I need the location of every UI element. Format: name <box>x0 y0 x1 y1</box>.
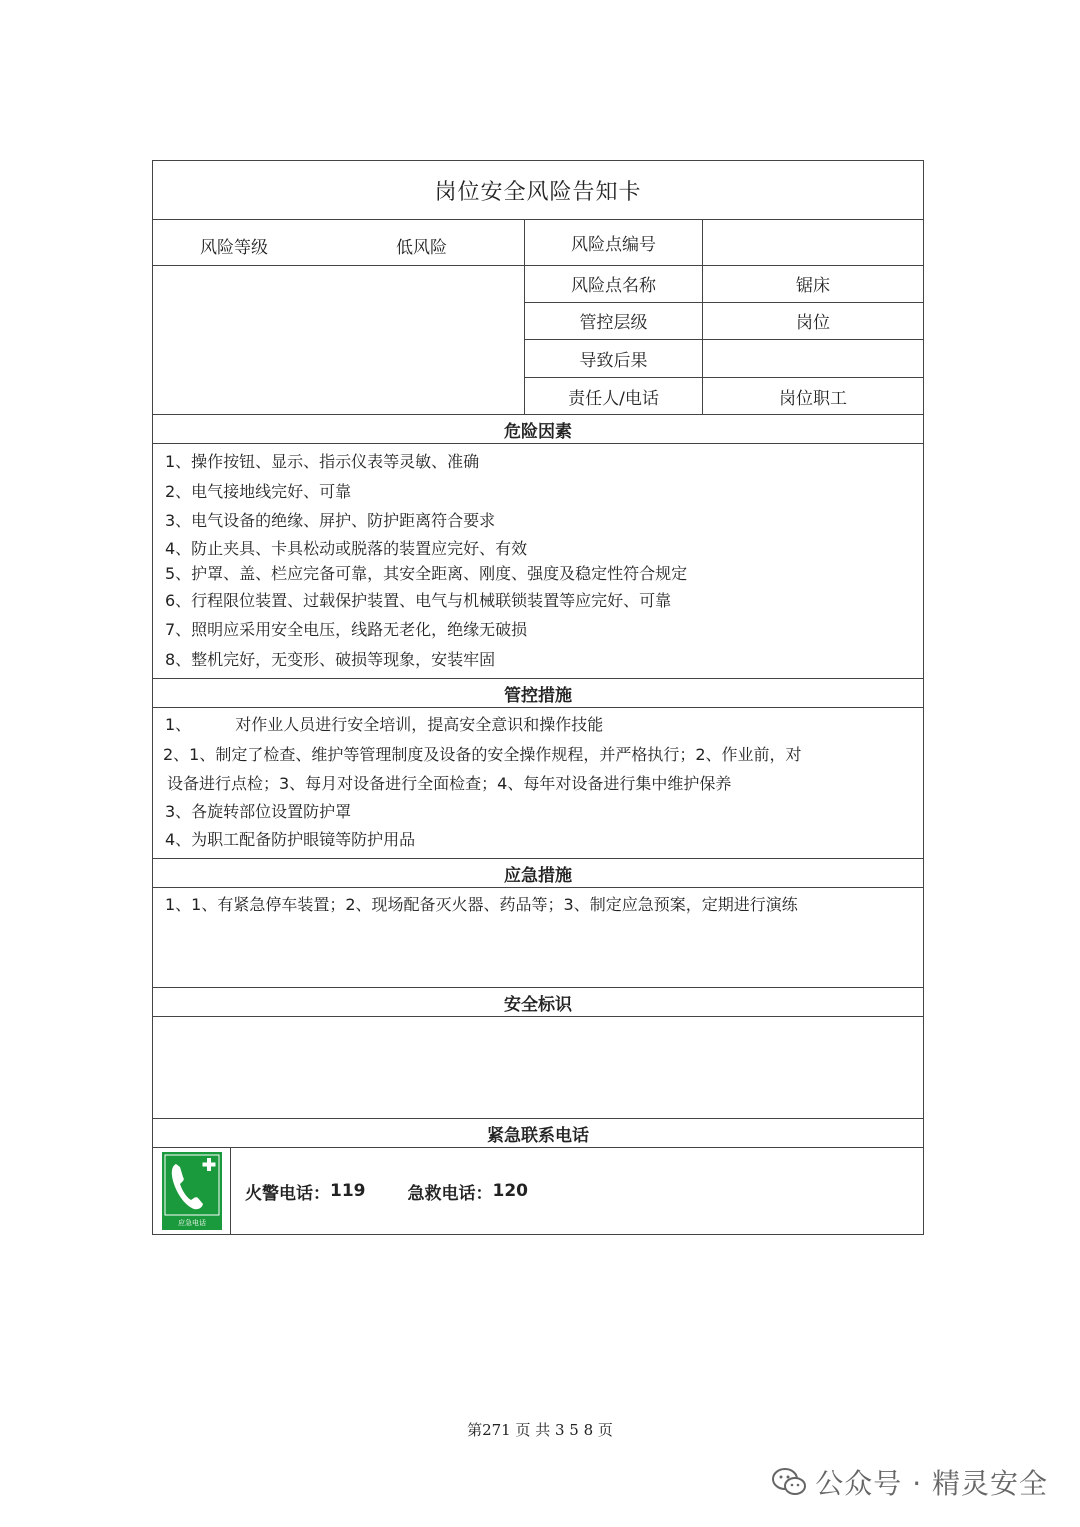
emergency-heading: 应急措施 <box>153 859 923 888</box>
field-label: 风险点编号 <box>525 220 703 265</box>
field-risk-id <box>525 220 923 266</box>
aid-label: 急救电话： <box>407 1183 493 1204</box>
control-item: 设备进行点检；3、每月对设备进行全面检查；4、每年对设备进行集中维护保养 <box>167 774 732 793</box>
hazard-item: 5、护罩、盖、栏应完备可靠，其安全距离、刚度、强度及稳定性符合规定 <box>165 563 688 583</box>
control-item <box>163 710 913 740</box>
field-control-level <box>525 303 923 341</box>
field-consequence <box>525 340 923 378</box>
risk-notice-card <box>152 160 924 1235</box>
emergency-phone-sign <box>153 1148 231 1234</box>
emergency-text: 1、1、有紧急停车装置；2、现场配备灭火器、药品等；3、制定应急预案，定期进行演练 <box>153 888 923 988</box>
risk-level-label: 风险等级 <box>200 238 268 258</box>
field-label: 风险点名称 <box>525 266 703 302</box>
hazard-item: 6、行程限位装置、过载保护装置、电气与机械联锁装置等应完好、可靠 <box>165 590 672 610</box>
control-item-text: 对作业人员进行安全培训，提高安全意识和操作技能 <box>235 715 604 734</box>
hazard-item: 2、电气接地线完好、可靠 <box>165 481 352 501</box>
fire-number: 119 <box>330 1181 366 1201</box>
field-value: 岗位 <box>796 313 830 334</box>
hazard-list <box>153 444 923 679</box>
control-item: 4、为职工配备防护眼镜等防护用品 <box>165 829 416 849</box>
field-value <box>703 220 923 265</box>
contact-numbers <box>231 1148 923 1234</box>
field-responsible <box>525 378 923 414</box>
watermark-text: 公众号 · 精灵安全 <box>815 1467 1048 1500</box>
control-heading: 管控措施 <box>153 679 923 708</box>
field-value <box>703 340 923 377</box>
hazard-item: 8、整机完好，无变形、破损等现象，安装牢固 <box>165 649 496 669</box>
sign-caption: 应急电话 <box>177 1219 206 1227</box>
field-risk-name <box>525 266 923 303</box>
field-label: 管控层级 <box>525 303 703 340</box>
empty-cell <box>153 266 524 414</box>
risk-level-value: 低风险 <box>396 238 447 258</box>
hazard-item: 7、照明应采用安全电压，线路无老化，绝缘无破损 <box>165 620 528 639</box>
watermark <box>771 1462 1048 1502</box>
field-label: 导致后果 <box>525 340 703 377</box>
hazard-item: 4、防止夹具、卡具松动或脱落的装置应完好、有效 <box>165 538 528 558</box>
hazard-heading: 危险因素 <box>153 415 923 444</box>
control-item: 3、各旋转部位设置防护罩 <box>165 801 352 821</box>
hazard-item: 3、电气设备的绝缘、屏护、防护距离符合要求 <box>165 511 496 530</box>
info-right <box>525 220 923 414</box>
control-item: 2、1、制定了检查、维护等管理制度及设备的安全操作规程，并严格执行；2、作业前，对 <box>163 744 802 764</box>
fire-label: 火警电话： <box>245 1183 330 1204</box>
hazard-item: 1、操作按钮、显示、指示仪表等灵敏、准确 <box>165 452 480 471</box>
risk-level-row <box>153 220 524 266</box>
contact-heading: 紧急联系电话 <box>153 1119 923 1148</box>
field-value: 岗位职工 <box>779 388 847 409</box>
contact-row <box>153 1148 923 1234</box>
emergency-phone-icon <box>162 1152 222 1230</box>
control-item-number: 1、 <box>165 715 192 734</box>
control-list <box>153 708 923 859</box>
sign-heading: 安全标识 <box>153 988 923 1017</box>
info-left <box>153 220 525 414</box>
page-number: 第271 页 共 3 5 8 页 <box>467 1421 613 1439</box>
wechat-icon <box>771 1467 807 1497</box>
info-grid <box>153 220 923 415</box>
field-value: 锯床 <box>796 276 830 297</box>
aid-number: 120 <box>492 1181 528 1201</box>
field-label: 责任人/电话 <box>525 378 703 414</box>
card-title: 岗位安全风险告知卡 <box>153 161 923 220</box>
sign-area <box>153 1017 923 1119</box>
